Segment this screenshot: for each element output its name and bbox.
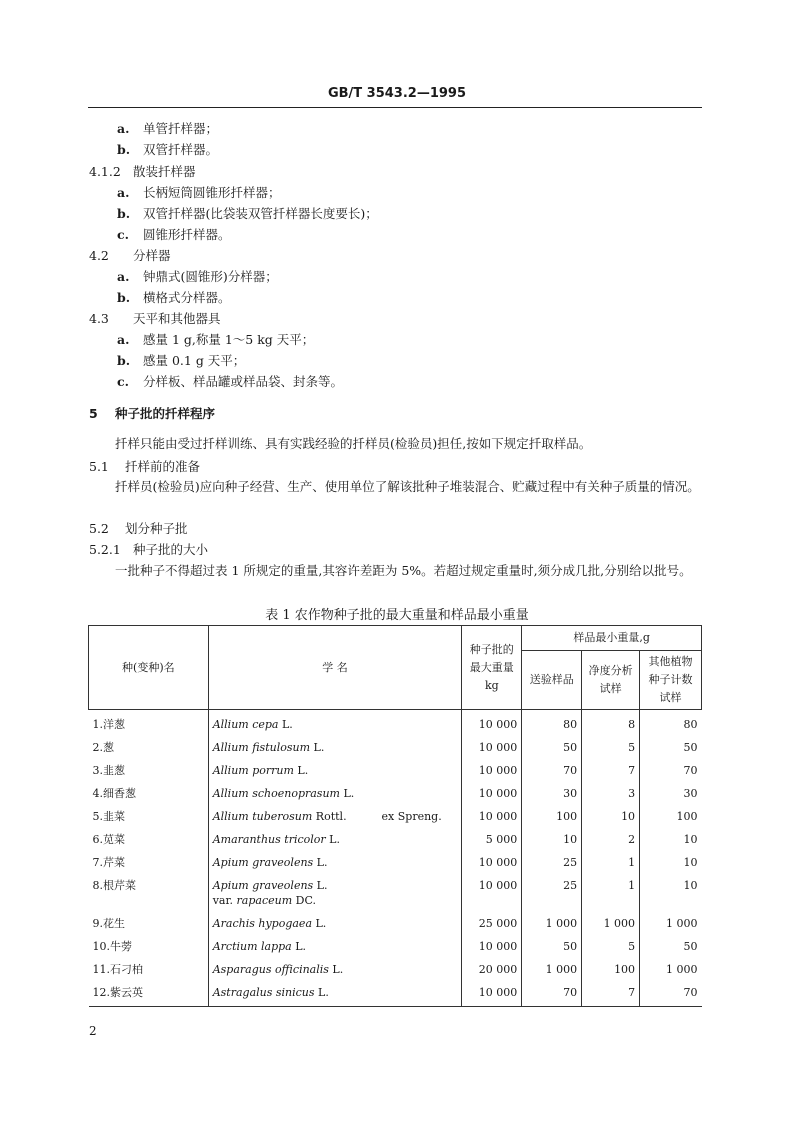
list-item: b. 双管扦样器。 <box>117 142 219 157</box>
table-row: 4.细香葱 Allium schoenoprasum L. 10 000 30 3 30 <box>89 779 702 802</box>
section-heading: 4.3 天平和其他器具 <box>89 311 221 326</box>
table-row: 11.石刁柏 Asparagus officinalis L. 20 000 1 000 100 1 000 <box>89 955 702 978</box>
section-heading: 5.2 划分种子批 <box>89 521 188 536</box>
page-number: 2 <box>89 1024 97 1038</box>
list-item: c. 分样板、样品罐或样品袋、封条等。 <box>117 374 344 389</box>
table-caption: 表 1 农作物种子批的最大重量和样品最小重量 <box>265 608 529 623</box>
table-row: 1.洋葱 Allium cepa L. 10 000 80 8 80 <box>89 710 702 734</box>
table-row: 3.韭葱 Allium porrum L. 10 000 70 7 70 <box>89 756 702 779</box>
list-item: b. 感量 0.1 g 天平； <box>117 353 246 368</box>
col-header-submitted-sample: 送验样品 <box>522 651 582 710</box>
table-row: 2.葱 Allium fistulosum L. 10 000 50 5 50 <box>89 733 702 756</box>
section-heading: 4.2 分样器 <box>89 248 171 263</box>
col-header-species: 种(变种)名 <box>89 626 209 710</box>
page-header: GB/T 3543.2—1995 <box>327 86 467 101</box>
list-item: a. 感量 1 g,称量 1～5 kg 天平； <box>117 332 315 347</box>
table-row: 12.紫云英 Astragalus sinicus L. 10 000 70 7 70 <box>89 978 702 1007</box>
section-heading: 5 种子批的扦样程序 <box>89 406 216 421</box>
table-row: 5.韭菜 Allium tuberosum Rottl. ex Spreng. 10 000 100 10 100 <box>89 802 702 825</box>
paragraph: 扦样只能由受过扦样训练、具有实践经验的扦样员(检验员)担任,按如下规定扦取样品。 <box>115 436 592 451</box>
list-item: b. 双管扦样器(比袋装双管扦样器长度要长)； <box>117 206 378 221</box>
list-item: c. 圆锥形扦样器。 <box>117 227 231 242</box>
paragraph: 一批种子不得超过表 1 所规定的重量,其容许差距为 5%。若超过规定重量时,须分成几批,分别给以批号。 <box>115 563 692 578</box>
col-header-max-lot-weight: 种子批的最大重量 kg <box>462 626 522 710</box>
table-row: 9.花生 Arachis hypogaea L. 25 000 1 000 1 000 1 000 <box>89 909 702 932</box>
list-item: a. 长柄短筒圆锥形扦样器； <box>117 185 281 200</box>
section-heading: 4.1.2 散装扦样器 <box>89 164 196 179</box>
section-heading: 5.2.1 种子批的大小 <box>89 542 209 557</box>
seed-lot-table <box>88 625 702 1007</box>
table-row: 6.苋菜 Amaranthus tricolor L. 5 000 10 2 10 <box>89 825 702 848</box>
table-row: 7.芹菜 Apium graveolens L. 10 000 25 1 10 <box>89 848 702 871</box>
col-header-other-species-count: 其他植物种子计数试样 <box>640 651 702 710</box>
col-header-scientific-name: 学 名 <box>208 626 462 710</box>
list-item: a. 钟鼎式(圆锥形)分样器； <box>117 269 278 284</box>
header-rule <box>88 107 702 108</box>
section-heading: 5.1 扦样前的准备 <box>89 459 201 474</box>
col-header-purity-sample: 净度分析试样 <box>582 651 640 710</box>
paragraph: 扦样员(检验员)应向种子经营、生产、使用单位了解该批种子堆装混合、贮藏过程中有关种子质量的情况。 <box>115 479 700 494</box>
col-header-min-sample-weight: 样品最小重量,g <box>522 626 702 651</box>
table-row: 8.根芹菜 Apium graveolens L. var. rapaceum DC. 10 000 25 1 10 <box>89 871 702 909</box>
list-item: b. 横格式分样器。 <box>117 290 231 305</box>
list-item: a. 单管扦样器； <box>117 121 219 136</box>
table-row: 10.牛蒡 Arctium lappa L. 10 000 50 5 50 <box>89 932 702 955</box>
